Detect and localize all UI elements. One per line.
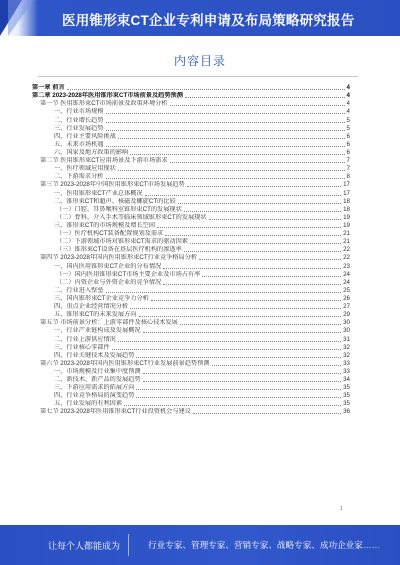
toc-dot-leader — [118, 341, 341, 342]
toc-dot-leader — [106, 122, 345, 123]
toc-entry-page: 8 — [346, 173, 350, 181]
toc-dot-leader — [112, 349, 341, 350]
toc-entry[interactable] — [32, 295, 350, 303]
toc-entry-title: 三、下游应用需求的拓展方向 — [54, 384, 135, 392]
toc-entry[interactable] — [32, 116, 350, 124]
toc-entry-title: （一）医疗机构CT装备配置规划及需求 — [56, 230, 164, 238]
toc-entry[interactable] — [32, 230, 350, 238]
toc-dot-leader — [143, 381, 341, 382]
toc-entry-page: 32 — [343, 351, 350, 359]
toc-entry[interactable] — [32, 384, 350, 392]
toc-entry[interactable] — [32, 173, 350, 181]
toc-entry-title: （一）国内医用锥形束CT市场主要企业及市场占有率 — [56, 270, 201, 278]
toc-dot-leader — [202, 276, 341, 277]
footer-tagline: 行业专家、管理专家、营销专家、战略专家、成功企业家…… — [148, 540, 381, 550]
toc-entry-title: （一）口腔、耳鼻喉科室锥形束CT的发展现状 — [56, 205, 182, 213]
header-decoration-overlay — [8, 0, 34, 36]
page-number: 1 — [340, 506, 343, 512]
toc-entry[interactable] — [32, 400, 350, 408]
toc-entry-title: 一、行业市场规模 — [54, 108, 104, 116]
toc-entry[interactable] — [32, 254, 350, 262]
toc-entry-page: 35 — [343, 400, 350, 408]
toc-entry-page: 21 — [343, 238, 350, 246]
toc-entry[interactable] — [32, 327, 350, 335]
toc-entry-page: 17 — [343, 189, 350, 197]
toc-entry-title: 第七节 2023-2028年医用锥形束CT行业投资机会与建议 — [40, 408, 191, 416]
toc-entry-page: 6 — [346, 148, 350, 156]
toc-dot-leader — [106, 130, 345, 131]
toc-entry-page: 22 — [343, 254, 350, 262]
toc-entry-title: 第二章 2023-2028年医用锥形束CT市场前景及趋势预测 — [32, 92, 183, 100]
toc-dot-leader — [130, 154, 344, 155]
toc-entry[interactable] — [32, 303, 350, 311]
toc-entry[interactable] — [32, 214, 350, 222]
toc-dot-leader — [106, 292, 342, 293]
toc-dot-leader — [170, 105, 345, 106]
toc-dot-leader — [185, 97, 345, 98]
toc-entry-page: 35 — [343, 384, 350, 392]
toc-entry[interactable] — [32, 392, 350, 400]
toc-entry-page: 18 — [343, 197, 350, 205]
toc-entry-page: 4 — [346, 84, 350, 92]
toc-entry[interactable] — [32, 92, 350, 100]
toc-dot-leader — [143, 332, 341, 333]
toc-dot-leader — [184, 211, 341, 212]
toc-entry[interactable] — [32, 165, 350, 173]
toc-dot-leader — [170, 162, 345, 163]
toc-entry[interactable] — [32, 84, 350, 92]
toc-entry-title: 四、行业关键技术及发展趋势 — [54, 351, 135, 359]
toc-entry[interactable] — [32, 319, 350, 327]
toc-entry[interactable] — [32, 360, 350, 368]
toc-entry[interactable] — [32, 189, 350, 197]
toc-entry[interactable] — [32, 408, 350, 416]
toc-entry-title: 三、国内锥形束CT企业竞争力分析 — [54, 294, 149, 302]
toc-entry-page: 33 — [343, 367, 350, 375]
footer-divider — [128, 534, 129, 556]
toc-dot-leader — [163, 268, 341, 269]
toc-entry-title: 第四节 2023-2028年国内医用锥形束CT行业竞争格局分析 — [40, 254, 198, 262]
toc-dot-leader — [190, 243, 341, 244]
toc-entry-title: 四、重点企业经营情况分析 — [54, 303, 129, 311]
toc-entry-page: 31 — [343, 335, 350, 343]
toc-entry-title: 二、行业上游供应情况 — [54, 335, 116, 343]
toc-entry-page: 36 — [343, 408, 350, 416]
toc-entry-page: 23 — [343, 262, 350, 270]
toc-entry-title: 三、行业发展趋势 — [54, 124, 104, 132]
toc-dot-leader — [67, 89, 345, 90]
toc-entry-title: （二）骨科、介入手术等临床领域锥形束CT的发展现状 — [56, 213, 207, 221]
toc-entry-page: 33 — [343, 359, 350, 367]
toc-entry-page: 6 — [346, 140, 350, 148]
toc-entry[interactable] — [32, 133, 350, 141]
toc-entry-page: 19 — [343, 221, 350, 229]
toc-entry[interactable] — [32, 238, 350, 246]
toc-dot-leader — [184, 251, 341, 252]
toc-entry-title: 四、行业竞争格局的演变趋势 — [54, 392, 135, 400]
toc-entry-page: 29 — [343, 311, 350, 319]
toc-entry[interactable] — [32, 246, 350, 254]
toc-dot-leader — [106, 146, 345, 147]
toc-entry-title: 第二节 医用锥形束CT应用场景及下游市场需求 — [40, 157, 168, 165]
toc-entry-page: 7 — [346, 165, 350, 173]
toc-entry[interactable] — [32, 157, 350, 165]
toc-entry[interactable] — [32, 271, 350, 279]
toc-dot-leader — [151, 300, 341, 301]
toc-entry-page: 22 — [343, 246, 350, 254]
toc-entry-title: 五、未来市场机遇 — [54, 140, 104, 148]
toc-entry-page: 19 — [343, 213, 350, 221]
toc-entry-title: 三、锥形束CT的市场规模及增长空间 — [54, 221, 156, 229]
toc-entry-page: 17 — [343, 181, 350, 189]
toc-entry-page: 4 — [346, 108, 350, 116]
toc-entry-title: 第一章 前言 — [32, 84, 65, 92]
toc-entry-title: 一、国内医用锥形束CT企业的分布情况 — [54, 262, 162, 270]
toc-dot-leader — [163, 284, 341, 285]
toc-entry-page: 5 — [346, 124, 350, 132]
toc-entry[interactable] — [32, 198, 350, 206]
toc-dot-leader — [199, 259, 341, 260]
toc-dot-leader — [193, 413, 341, 414]
toc-entry[interactable] — [32, 100, 350, 108]
toc-entry-title: 二、下游需求分析 — [54, 173, 104, 181]
toc-entry[interactable] — [32, 335, 350, 343]
toc-divider — [38, 76, 358, 77]
toc-entry-title: （二）下游领域市场对锥形束CT需求的驱动因素 — [56, 238, 188, 246]
toc-entry-title: 三、行业核心零部件 — [54, 343, 110, 351]
toc-entry-page: 4 — [346, 92, 350, 100]
toc-dot-leader — [178, 203, 341, 204]
toc-entry-title: 四、行业主要风险挑战 — [54, 132, 116, 140]
toc-entry-page: 30 — [343, 319, 350, 327]
toc-dot-leader — [106, 178, 345, 179]
toc-entry-page: 21 — [343, 230, 350, 238]
toc-entry[interactable] — [32, 206, 350, 214]
toc-entry-title: 六、国家及地方政策的影响 — [54, 148, 129, 156]
toc-entry[interactable] — [32, 125, 350, 133]
toc-entry-title: （二）内资企业与外资企业的竞争情况 — [56, 278, 162, 286]
toc-entry-page: 7 — [346, 157, 350, 165]
toc-dot-leader — [136, 357, 341, 358]
footer-banner — [0, 525, 400, 565]
toc-entry[interactable] — [32, 108, 350, 116]
toc-dot-leader — [139, 316, 342, 317]
toc-entry-title: 一、行业产业链构成及发展概况 — [54, 327, 141, 335]
toc-entry-title: 第五节 市场前景分析：上游零部件及核心技术发展 — [40, 319, 178, 327]
toc-entry-title: 五、行业发展的有利因素 — [54, 400, 123, 408]
toc-entry[interactable] — [32, 352, 350, 360]
toc-entry-page: 18 — [343, 205, 350, 213]
toc-entry[interactable] — [32, 149, 350, 157]
toc-dot-leader — [187, 186, 341, 187]
toc-entry-page: 4 — [346, 100, 350, 108]
toc-dot-leader — [124, 405, 341, 406]
toc-entry-title: 一、医疗领域应用现状 — [54, 165, 116, 173]
toc-entry[interactable] — [32, 262, 350, 270]
toc-entry[interactable] — [32, 287, 350, 295]
toc-dot-leader — [118, 138, 345, 139]
toc-entry-page: 26 — [343, 294, 350, 302]
toc-dot-leader — [145, 195, 341, 196]
toc-entry[interactable] — [32, 368, 350, 376]
toc-entry-title: 一、医用锥形束CT产业总体概况 — [54, 189, 143, 197]
toc-entry-page: 5 — [346, 116, 350, 124]
toc-entry-page: 34 — [343, 376, 350, 384]
toc-entry-title: 二、行业增长趋势 — [54, 116, 104, 124]
report-header-banner — [0, 0, 400, 36]
toc-entry[interactable] — [32, 141, 350, 149]
toc-dot-leader — [157, 227, 341, 228]
toc-entry-page: 24 — [343, 278, 350, 286]
toc-entry-title: 二、锥形束CT和超声、核磁及螺旋CT的比较 — [54, 197, 176, 205]
toc-entry[interactable] — [32, 222, 350, 230]
toc-entry-title: 第三节 2023-2028年中国医用锥形束CT市场发展趋势 — [40, 181, 185, 189]
toc-entry-title: 第一节 医用锥形束CT市场前景及政策环境分析 — [40, 100, 168, 108]
toc-entry-title: （三）锥形束CT设备在基层医疗机构的渗透率 — [56, 246, 182, 254]
toc-entry-page: 32 — [343, 343, 350, 351]
toc-entry-title: 二、行业进入壁垒 — [54, 286, 104, 294]
toc-dot-leader — [209, 219, 342, 220]
toc-entry-title: 五、锥形束CT的未来发展方向 — [54, 311, 137, 319]
toc-entry-page: 24 — [343, 270, 350, 278]
toc-entry[interactable] — [32, 376, 350, 384]
toc-dot-leader — [212, 365, 342, 366]
report-title: 医用锥形束CT企业专利申请及布局策略研究报告 — [62, 13, 355, 28]
table-of-contents — [32, 84, 350, 416]
toc-dot-leader — [136, 389, 341, 390]
toc-dot-leader — [143, 373, 341, 374]
toc-entry-title: 第六节 2023-2028年国内医用锥形束CT行业发展前景趋势预测 — [40, 359, 210, 367]
toc-heading: 内容目录 — [173, 54, 226, 68]
footer-slogan: 让每个人都能成为 — [48, 541, 121, 551]
toc-entry-page: 25 — [343, 286, 350, 294]
toc-entry-page: 27 — [343, 303, 350, 311]
toc-dot-leader — [118, 170, 345, 171]
toc-entry[interactable] — [32, 344, 350, 352]
toc-entry-page: 6 — [346, 132, 350, 140]
toc-dot-leader — [136, 397, 341, 398]
toc-entry[interactable] — [32, 311, 350, 319]
toc-entry-title: 一、市场规模及行业集中度预测 — [54, 367, 141, 375]
toc-dot-leader — [106, 113, 345, 114]
toc-entry-title: 二、新技术、新产品的发展趋势 — [54, 376, 141, 384]
toc-entry[interactable] — [32, 279, 350, 287]
toc-entry[interactable] — [32, 181, 350, 189]
toc-entry-page: 35 — [343, 392, 350, 400]
toc-dot-leader — [180, 324, 341, 325]
toc-dot-leader — [165, 235, 341, 236]
toc-dot-leader — [130, 308, 341, 309]
toc-entry-page: 30 — [343, 327, 350, 335]
